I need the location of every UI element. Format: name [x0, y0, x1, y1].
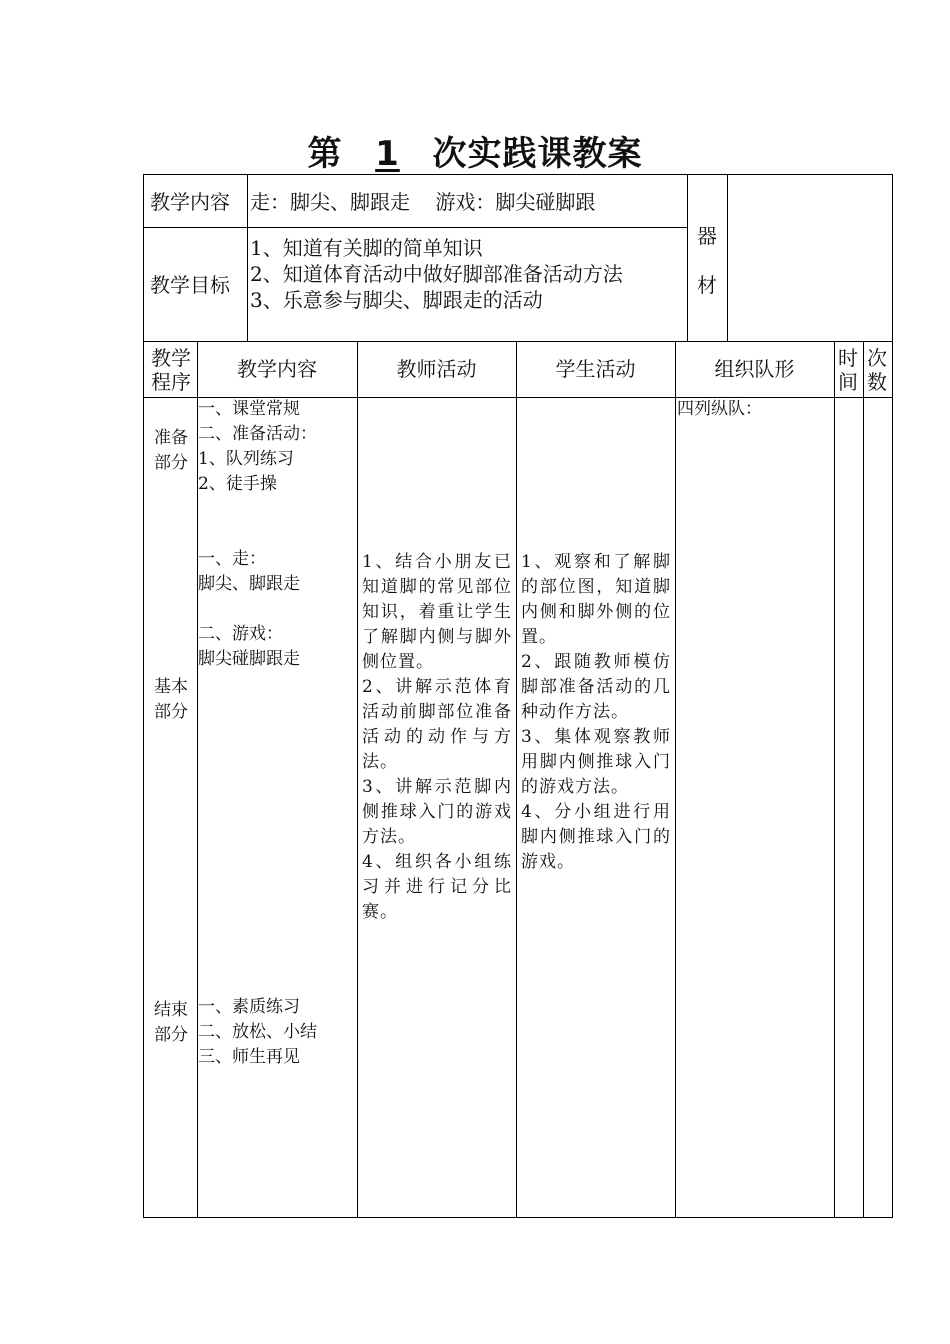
student-activity	[521, 550, 671, 875]
student-activity-4: 4、分小组进行用脚内侧推球入门的游戏。	[521, 802, 671, 872]
page-title	[0, 126, 950, 175]
basic-game-1: 二、游戏：	[198, 624, 283, 644]
col-time-2: 间	[838, 370, 858, 394]
goal-label: 教学目标	[150, 273, 230, 297]
student-activity-1: 1、观察和了解脚的部位图，知道脚内侧和脚外侧的位置。	[521, 552, 671, 647]
end-item-3: 三、师生再见	[198, 1047, 300, 1067]
col-count-2: 数	[867, 370, 887, 394]
student-activity-2: 2、跟随教师模仿脚部准备活动的几种动作方法。	[521, 652, 671, 722]
end-item-2: 二、放松、小结	[198, 1022, 317, 1042]
col-student: 学生活动	[555, 357, 636, 381]
col-sequence-1: 教学	[151, 346, 191, 370]
teacher-activity-2: 2、讲解示范体育活动前脚部位准备活动的动作与方法。	[362, 677, 512, 772]
col-formation: 组织队形	[714, 357, 795, 381]
stage-prep-2: 部分	[154, 453, 188, 473]
content-label: 教学内容	[150, 190, 230, 214]
col-time-1: 时	[838, 346, 858, 370]
prep-item-1: 一、课堂常规	[198, 399, 300, 419]
content-value: 走：脚尖、脚跟走 游戏：脚尖碰脚跟	[250, 190, 596, 214]
stage-prep-1: 准备	[154, 428, 188, 448]
prep-item-3: 1、队列练习	[198, 449, 294, 469]
equipment-label-1: 器	[697, 224, 717, 248]
stage-end-1: 结束	[154, 1000, 188, 1020]
equipment-label-2: 材	[697, 273, 717, 297]
teacher-activity-4: 4、组织各小组练习并进行记分比赛。	[362, 852, 512, 922]
student-activity-3: 3、集体观察教师用脚内侧推球入门的游戏方法。	[521, 727, 671, 797]
goal-2: 2、知道体育活动中做好脚部准备活动方法	[250, 262, 623, 286]
goal-3: 3、乐意参与脚尖、脚跟走的活动	[250, 288, 543, 312]
teacher-activity-3: 3、讲解示范脚内侧推球入门的游戏方法。	[362, 777, 512, 847]
col-count-1: 次	[867, 346, 887, 370]
basic-walk-1: 一、走：	[198, 549, 266, 569]
title-suffix: 次实践课教案	[432, 134, 643, 174]
stage-basic-2: 部分	[154, 702, 188, 722]
col-teacher: 教师活动	[396, 357, 477, 381]
prep-item-4: 2、徒手操	[198, 474, 277, 494]
teacher-activity-1: 1、结合小朋友已知道脚的常见部位知识，着重让学生了解脚内侧与脚外侧位置。	[362, 552, 512, 672]
formation-text: 四列纵队：	[677, 399, 762, 419]
basic-walk-2: 脚尖、脚跟走	[198, 574, 300, 594]
goal-1: 1、知道有关脚的简单知识	[250, 236, 483, 260]
col-sequence-2: 程序	[151, 370, 191, 394]
lesson-number: 1	[375, 134, 400, 174]
title-prefix: 第	[307, 134, 343, 174]
prep-item-2: 二、准备活动：	[198, 424, 317, 444]
stage-end-2: 部分	[154, 1025, 188, 1045]
end-item-1: 一、素质练习	[198, 997, 300, 1017]
col-content: 教学内容	[237, 357, 317, 381]
stage-basic-1: 基本	[154, 677, 188, 697]
teacher-activity	[362, 550, 512, 925]
basic-game-2: 脚尖碰脚跟走	[198, 649, 300, 669]
